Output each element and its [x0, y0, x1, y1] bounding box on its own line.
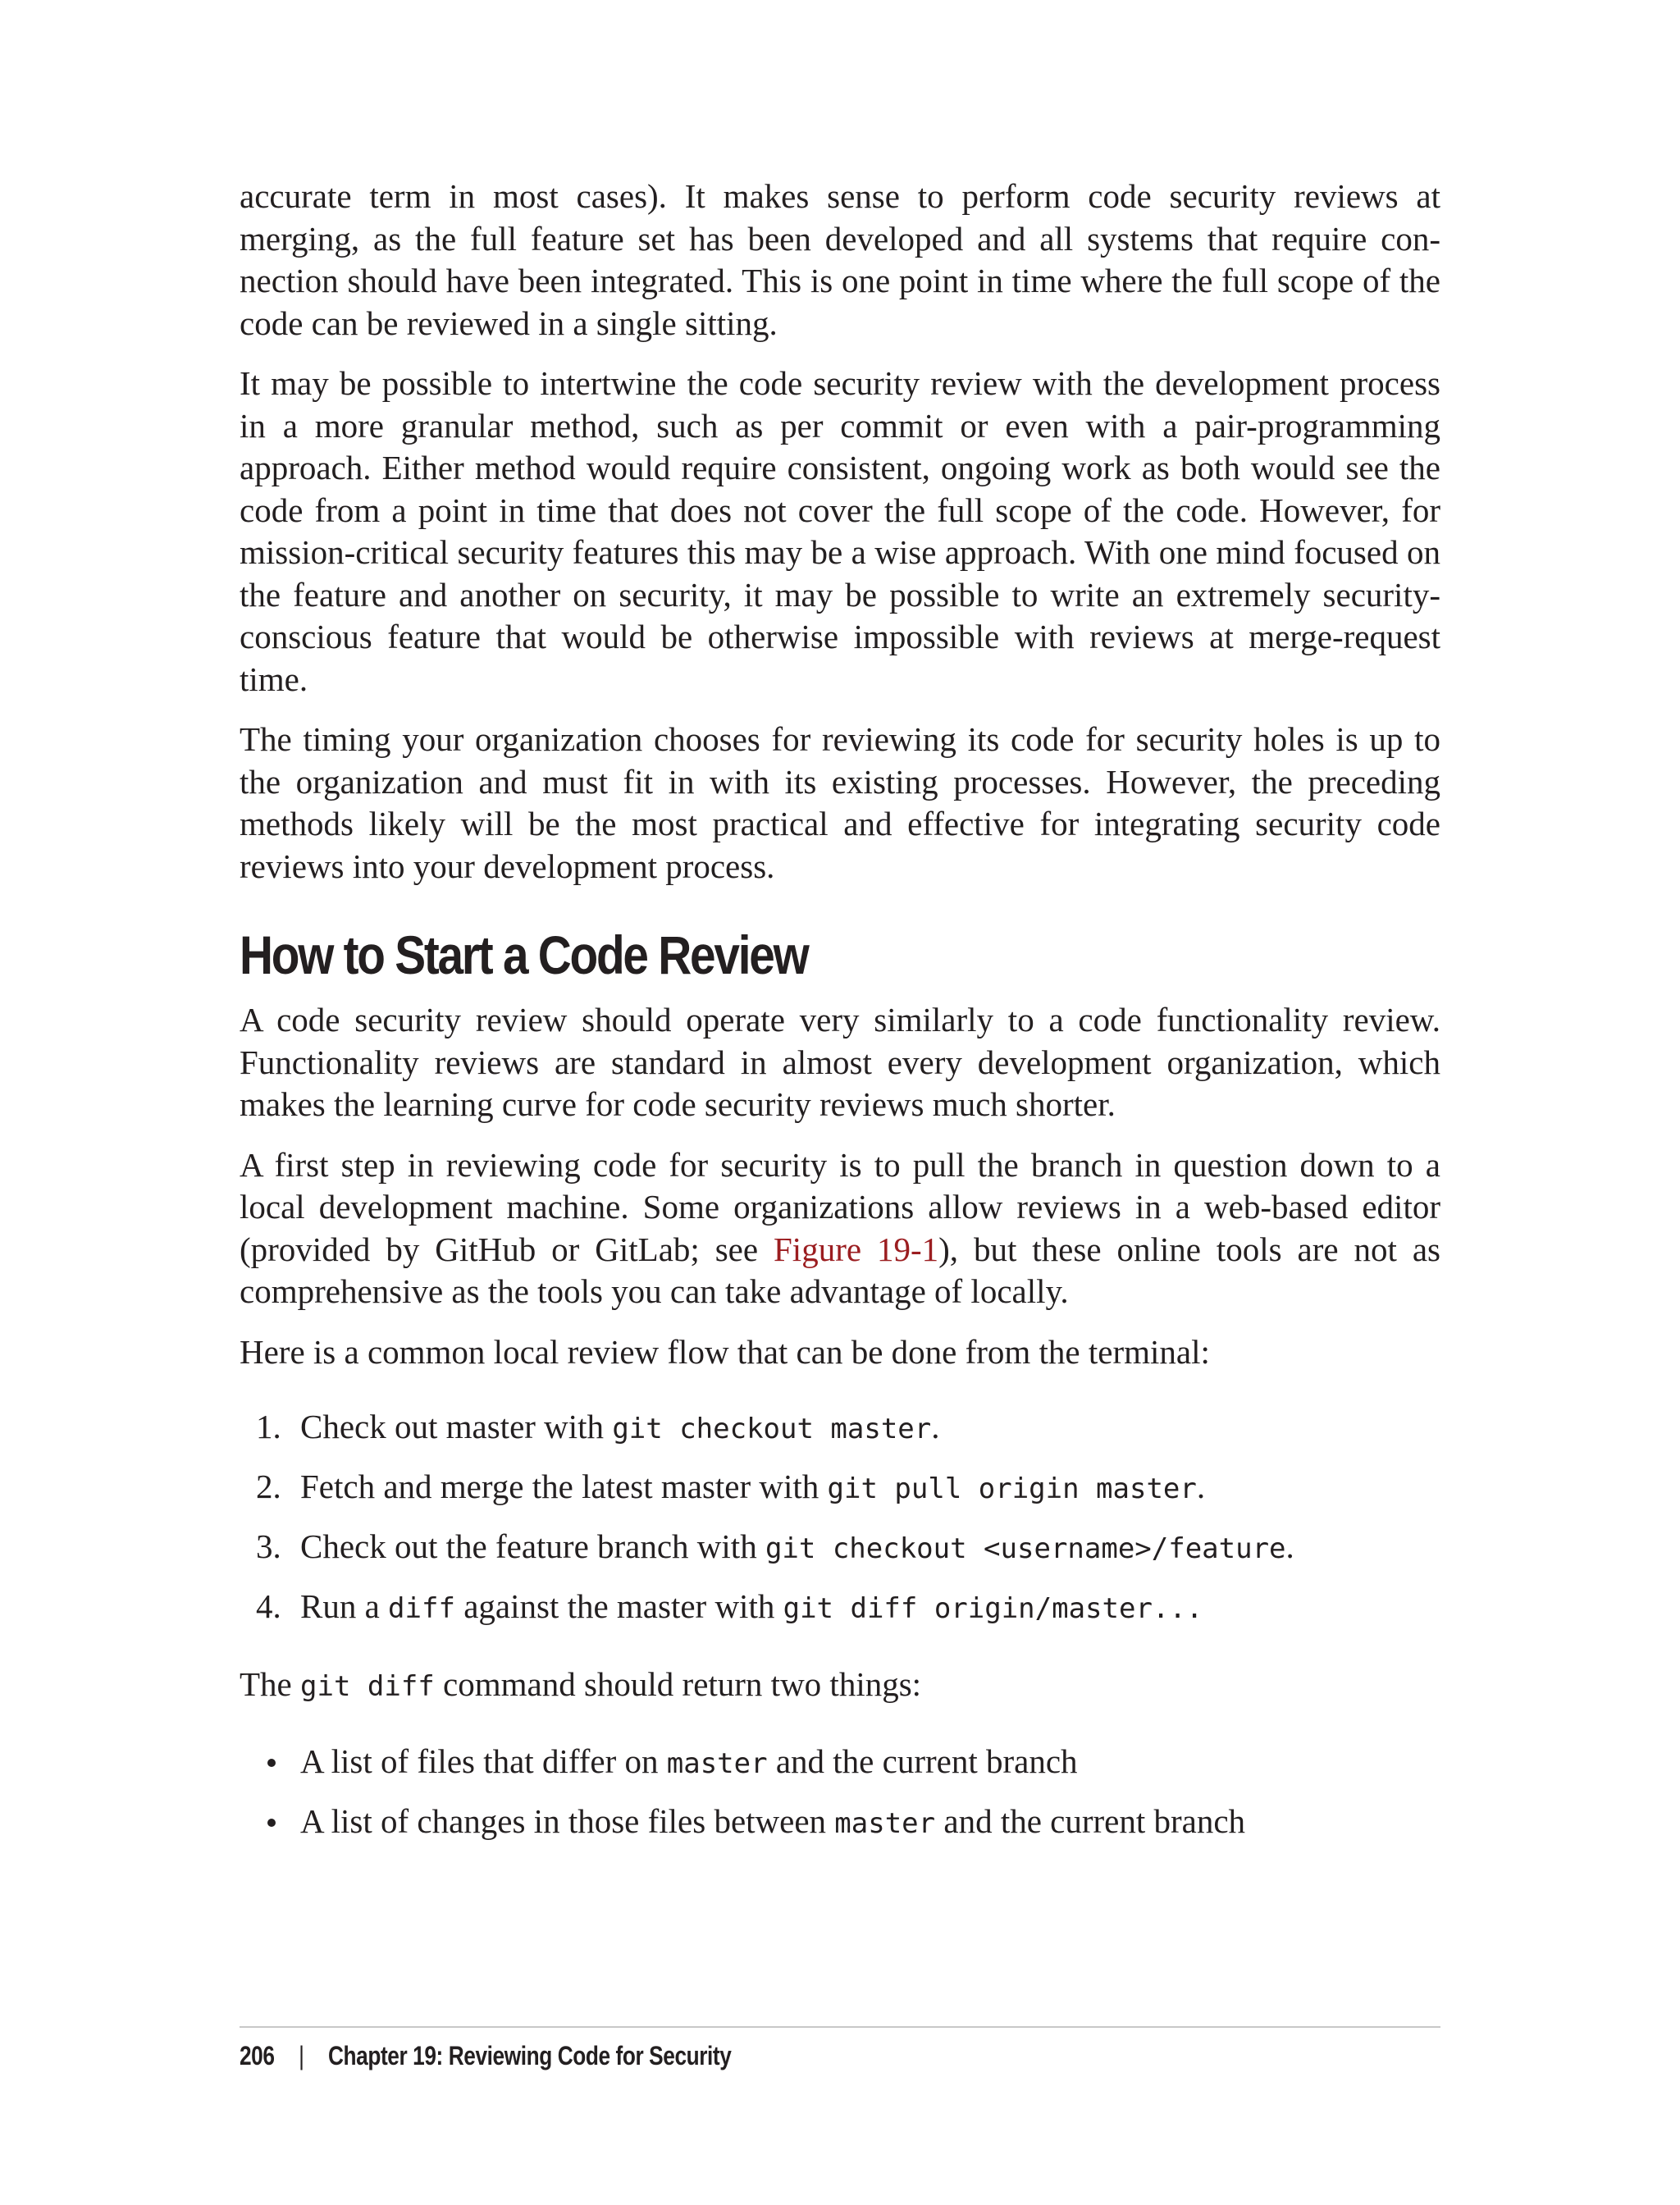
page-body [240, 176, 1440, 1860]
paragraph-timing: The timing your organization chooses for reviewing its code for security holes is up to the organization and must fit in with its existing processes. However, the preceding methods likely will be the most practical and effective for integrating security code reviews into your development process. [240, 720, 1440, 885]
step-number: 2. [256, 1468, 281, 1505]
bullet-text: A list of files that differ on [300, 1742, 667, 1780]
list-item [240, 1586, 1440, 1631]
step-number: 3. [256, 1527, 281, 1565]
bullet-inline-code: master [666, 1747, 768, 1780]
step-inline-code: diff [388, 1592, 455, 1625]
git-diff-text-before: The [240, 1664, 300, 1703]
page-number: 206 [240, 2041, 275, 2070]
git-diff-text-after: command should return two things: [434, 1664, 922, 1703]
chapter-title: Chapter 19: Reviewing Code for Security [327, 2041, 732, 2070]
paragraph-merging: accurate term in most cases). It makes sense to perform code security reviews at merging, as the full feature set has been developed and all systems that require connection should have been integrated. This is one point in time where the full scope of the code can be reviewed in a single sitting. [240, 177, 1440, 342]
paragraph-git-diff-intro [240, 1664, 1440, 1709]
step-text: Check out master with [300, 1408, 613, 1445]
bullet-text: A list of changes in those files between [300, 1802, 835, 1840]
git-diff-inline-code: git diff [300, 1669, 435, 1703]
step-command: git checkout <username>/feature [765, 1532, 1286, 1565]
list-item [240, 1466, 1440, 1511]
first-step-text-after: ), but these online tools are not as comprehensive as the tools you can take advantage of locally. [240, 1230, 1440, 1310]
step-command: git pull origin master [827, 1472, 1197, 1505]
step-text-mid: against the master with [454, 1587, 783, 1625]
first-step-text-before: A first step in reviewing code for security is to pull the branch in question down to a local development machine. Some organizations allow reviews in a web-based editor (provided by GitHub or GitLab; see [240, 1145, 1440, 1268]
step-punct: . [1285, 1527, 1294, 1565]
page-footer [240, 2038, 731, 2074]
paragraph-code-review-intro: A code security review should operate very similarly to a code functionality review. Functionality reviews are standard in almost every development organization, which makes the learning curve for code security reviews much shorter. [240, 1001, 1440, 1123]
step-number: 1. [256, 1408, 281, 1445]
review-steps-list [240, 1406, 1440, 1631]
figure-19-1-link[interactable]: Figure 19-1 [774, 1230, 939, 1268]
step-command: git checkout master [612, 1413, 932, 1445]
footer-divider [240, 2026, 1440, 2028]
list-item [240, 1801, 1440, 1846]
list-item [240, 1526, 1440, 1571]
section-heading: How to Start a Code Review [240, 924, 808, 985]
bullet-text-after: and the current branch [767, 1742, 1078, 1780]
bullet-icon [267, 1759, 276, 1767]
paragraph-first-step [240, 1144, 1440, 1313]
step-text: Check out the feature branch with [300, 1527, 765, 1565]
paragraph-local-flow: Here is a common local review flow that can be done from the terminal: [240, 1332, 1210, 1371]
footer-separator: | [299, 2041, 304, 2070]
step-punct: . [1196, 1468, 1206, 1505]
step-punct: . [931, 1408, 940, 1445]
git-diff-results-list [240, 1741, 1440, 1846]
bullet-inline-code: master [834, 1807, 936, 1840]
step-text: Run a [300, 1587, 389, 1625]
bullet-icon [267, 1819, 276, 1827]
step-number: 4. [256, 1587, 281, 1625]
list-item [240, 1741, 1440, 1786]
step-text: Fetch and merge the latest master with [300, 1468, 828, 1505]
paragraph-intertwine: It may be possible to intertwine the code security review with the development process in a more granular method, such as per commit or even with a pair-programming approach. Either method would require consistent, ongoing work as both would see the code from a point in time that does not cover the full scope of the code. However, for mission-critical security features this may be a wise approach. With one mind focused on the feature and another on security, it may be possible to write an extremely security-conscious feature that would be otherwise impossible with reviews at merge-request time. [240, 364, 1440, 698]
bullet-text-after: and the current branch [935, 1802, 1246, 1840]
list-item [240, 1406, 1440, 1451]
step-command: git diff origin/master... [783, 1592, 1203, 1625]
